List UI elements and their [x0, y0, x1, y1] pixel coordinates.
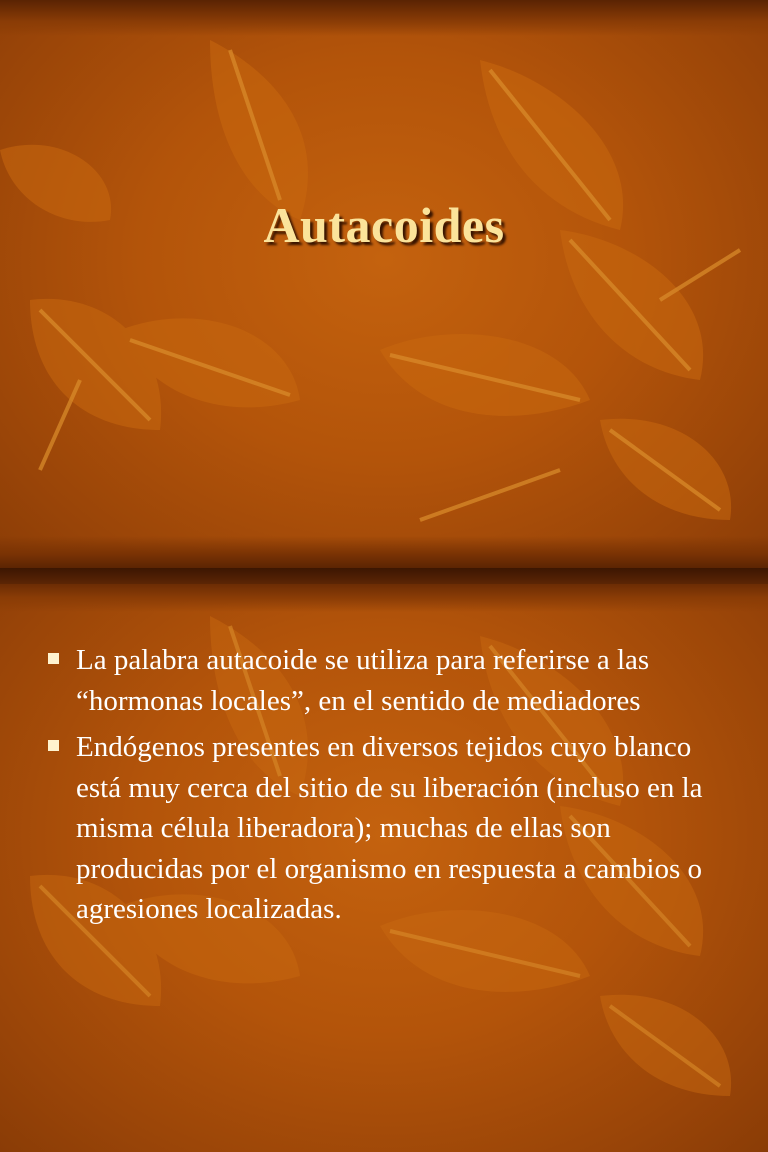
- bullet-list: [44, 640, 734, 936]
- square-bullet-icon: [48, 740, 59, 751]
- bullet-item: [44, 727, 734, 930]
- content-slide: [0, 576, 768, 1152]
- slide-title: Autacoides: [263, 197, 505, 253]
- bullet-item: [44, 640, 734, 721]
- bullet-text: La palabra autacoide se utiliza para referirse a las “hormonas locales”, en el sentido de mediadores: [76, 644, 650, 717]
- square-bullet-icon: [48, 653, 59, 664]
- bullet-text: Endógenos presentes en diversos tejidos cuyo blanco está muy cerca del sitio de su liberación (incluso en la misma célula liberadora); muchas de ellas son producidas por el organismo en respuesta a cambios o agresiones localizadas.: [76, 731, 703, 925]
- top-shade: [0, 0, 768, 36]
- slide-separator: [0, 568, 768, 584]
